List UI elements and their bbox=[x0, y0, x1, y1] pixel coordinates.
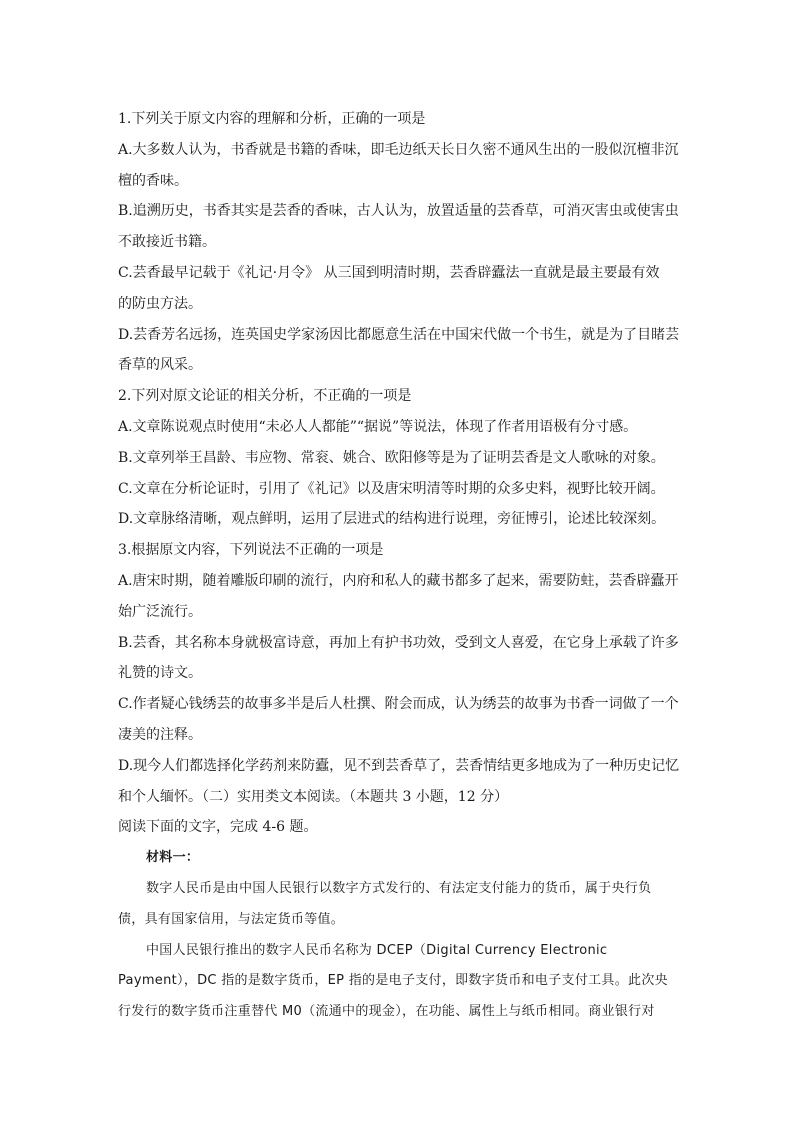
option-a: A.文章陈说观点时使用“未必人人都能”“据说”等说法，体现了作者用语极有分寸感。 bbox=[118, 418, 638, 435]
question-2 bbox=[118, 381, 678, 535]
option-c: C.文章在分析论证时，引用了《礼记》以及唐宋明清等时期的众多史料，视野比较开阔。 bbox=[118, 480, 665, 497]
reading-instruction: 阅读下面的文字，完成 4-6 题。 bbox=[118, 819, 318, 836]
option-c-line-1: C.作者疑心钱绣芸的故事多半是后人杜撰、附会而成，认为绣芸的故事为书香一词做了一个 bbox=[118, 696, 679, 713]
material-paragraph-1-line-1: 数字人民币是由中国人民银行以数字方式发行的、有法定支付能力的货币，属于央行负 bbox=[146, 880, 652, 896]
question-3 bbox=[118, 535, 678, 812]
option-b: B.文章列举王昌龄、韦应物、常衮、姚合、欧阳修等是为了证明芸香是文人歌咏的对象。 bbox=[118, 449, 665, 466]
material-paragraph-2-line-1: 中国人民银行推出的数字人民币名称为 DCEP（Digital Currency Electronic bbox=[146, 942, 608, 958]
option-b-line-2: 礼赞的诗文。 bbox=[118, 665, 202, 682]
option-b-line-1: B.追溯历史，书香其实是芸香的香味，古人认为，放置适量的芸香草，可消灭害虫或使害虫 bbox=[118, 203, 679, 220]
question-1 bbox=[118, 104, 678, 381]
option-d: D.文章脉络清晰，观点鲜明，运用了层进式的结构进行说理，旁征博引，论述比较深刻。 bbox=[118, 511, 666, 528]
question-stem: 2.下列对原文论证的相关分析，不正确的一项是 bbox=[118, 388, 412, 405]
option-d-line-2: 香草的风采。 bbox=[118, 357, 202, 374]
option-a-line-2: 檀的香味。 bbox=[118, 172, 188, 189]
option-a-line-1: A.唐宋时期，随着雕版印刷的流行，内府和私人的藏书都多了起来，需要防蛀，芸香辟蠹开 bbox=[118, 572, 679, 589]
option-c-line-2: 的防虫方法。 bbox=[118, 295, 202, 312]
option-a-line-2: 始广泛流行。 bbox=[118, 603, 202, 620]
option-b-line-1: B.芸香，其名称本身就极富诗意，再加上有护书功效，受到文人喜爱，在它身上承载了许多 bbox=[118, 634, 679, 651]
option-d-line-1: D.现今人们都选择化学药剂来防蠹，见不到芸香草了，芸香情结更多地成为了一种历史记忆 bbox=[118, 757, 680, 774]
material-paragraph-2-line-3: 行发行的数字货币注重替代 M0（流通中的现金），在功能、属性上与纸币相同。商业银行对 bbox=[118, 1004, 655, 1020]
document-body bbox=[118, 104, 678, 1028]
material-title: 材料一： bbox=[146, 850, 200, 866]
option-a-line-1: A.大多数人认为，书香就是书籍的香味，即毛边纸天长日久密不通风生出的一股似沉檀非沉 bbox=[118, 141, 679, 158]
option-c-line-2: 凄美的注释。 bbox=[118, 726, 202, 743]
material-one bbox=[118, 843, 678, 1028]
option-b-line-2: 不敢接近书籍。 bbox=[118, 234, 216, 251]
question-stem: 1.下列关于原文内容的理解和分析，正确的一项是 bbox=[118, 111, 426, 127]
option-d-line-1: D.芸香芳名远扬，连英国史学家汤因比都愿意生活在中国宋代做一个书生，就是为了目睹芸 bbox=[118, 326, 680, 343]
option-c-line-1: C.芸香最早记载于《礼记·月令》 从三国到明清时期，芸香辟蠹法一直就是最主要最有效 bbox=[118, 264, 660, 281]
material-paragraph-2-line-2: Payment），DC 指的是数字货币，EP 指的是电子支付，即数字货币和电子支付工具。此次央 bbox=[118, 973, 668, 989]
option-d-line-2: 和个人缅怀。（二）实用类文本阅读。（本题共 3 小题，12 分） bbox=[118, 788, 509, 805]
question-stem: 3.根据原文内容，下列说法不正确的一项是 bbox=[118, 542, 384, 559]
material-paragraph-1-line-2: 债，具有国家信用，与法定货币等值。 bbox=[118, 911, 345, 927]
